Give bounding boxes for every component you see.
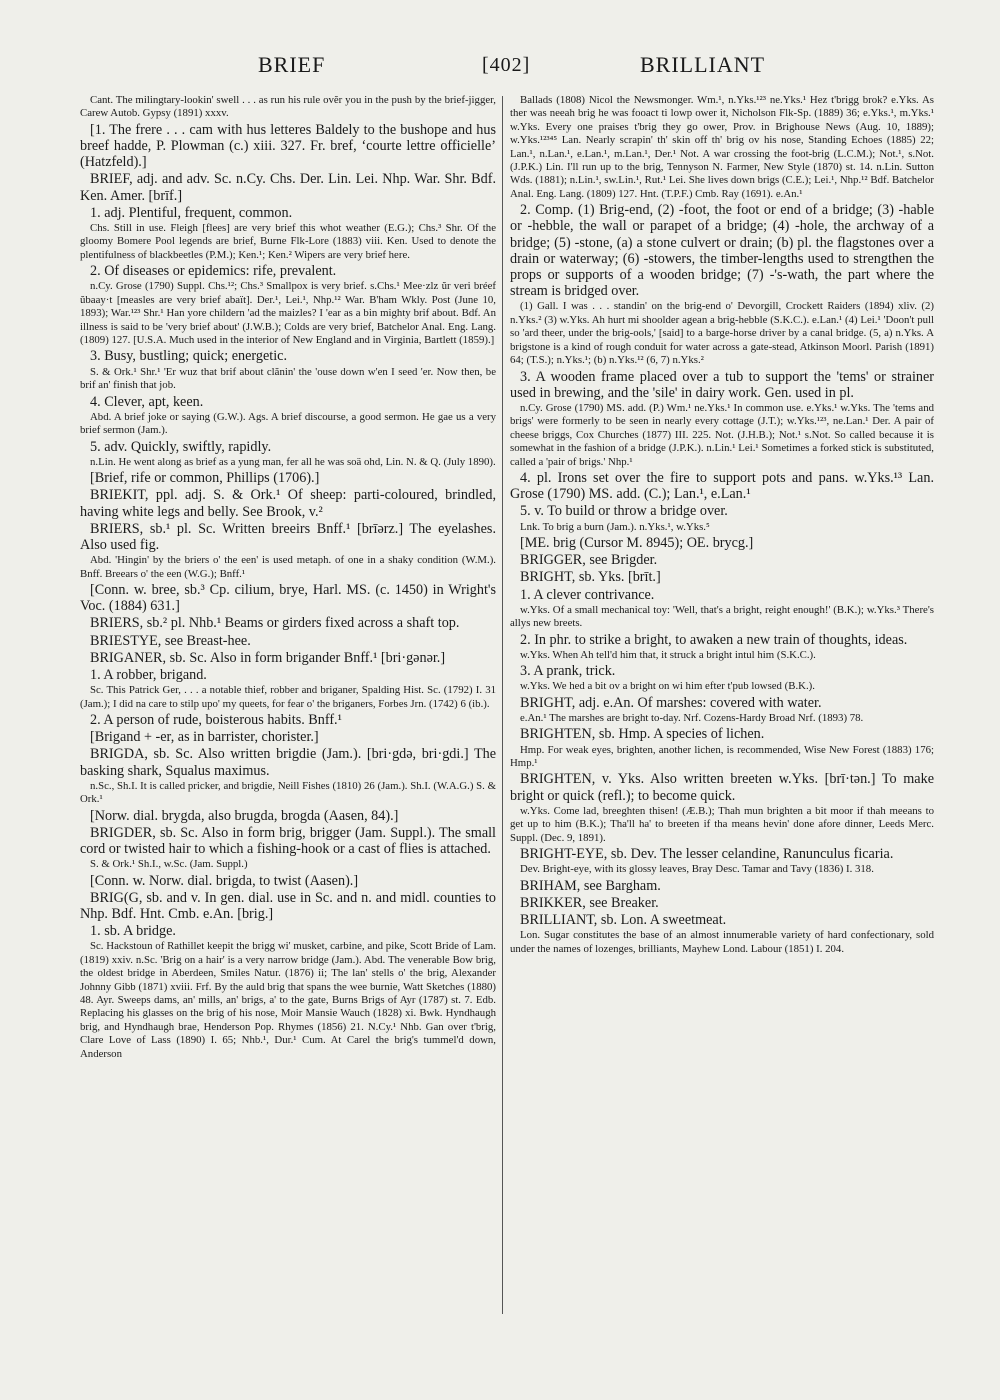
entry-paragraph: BRIGANER, sb. Sc. Also in form brigander Bnff.¹ [bri·gənər.] [90, 649, 446, 666]
entry-paragraph: BRIGHTEN, sb. Hmp. A species of lichen. [520, 726, 765, 743]
head-word-left: BRIEF [258, 52, 326, 77]
entry-paragraph: BRIHAM, see Bargham. [520, 877, 661, 894]
entry-paragraph: BRIERS, sb.¹ pl. Sc. Written breeirs Bnff.¹ [brīərz.] The eyelashes. Also used fig. [80, 520, 496, 553]
citation-paragraph: n.Cy. Grose (1790) MS. add. (P.) Wm.¹ ne.Yks.¹ In common use. e.Yks.¹ w.Yks. The 'tems and brigs' were formerly to be seen in nearly every cottage (J.T.); w.Yks.¹²³, ne.Lan.¹ Der. A pair of cheese briggs, Cox Churches (1877) III. 225. Not. (J.H.B.); Not.¹ s.Not. So called because it is somewhat in the fashion of a bridge (J.P.K.). n.Lin.¹ Lei.¹ Sometimes a forked stick is substituted, called a 'pair of brigs.' Nhp.¹ [510, 401, 934, 468]
citation-paragraph: Sc. This Patrick Ger, . . . a notable thief, robber and briganer, Spalding Hist. Sc. (1792) I. 31 (Jam.); I did na care to stilp upo' my queets, for fear o' the briganers, Forbes Jrn. (1742) 6 (ib.). [80, 684, 496, 710]
entry-paragraph: BRIGDER, sb. Sc. Also in form brig, brigger (Jam. Suppl.). The small cord or twisted hair to which a fishing-hook or a cast of flies is attached. [80, 824, 496, 858]
citation-paragraph: Abd. 'Hingin' by the briers o' the een' is used metaph. of one in a shaky condition (W.M.). Bnff. Breears o' the een (W.G.); Bnff.¹ [80, 554, 496, 580]
entry-paragraph: 2. Comp. (1) Brig-end, (2) -foot, the foot or end of a bridge; (3) -hable or -hebble, the wall or parapet of a bridge; (4) -hole, the archway of a bridge; (5) -stone, (a) a stone culvert or drain; (b) pl. the flagstones over a drain or waterway; (6) -stowers, the timber-lengths used to strengthen the props or supports of a wooden bridge; (7) -'s-wath, the part where the stream is bridged over. [510, 202, 934, 300]
citation-paragraph: (1) Gall. I was . . . standin' on the brig-end o' Devorgill, Crockett Raiders (1894) xliv. (2) n.Yks.² (3) w.Yks. Ah hurt mi shoolder agean a brig-hebble (S.K.C.). e.Lan.¹ (4) Lei.¹ 'Doon't pull so 'ard theer, under the brig-ools,' [said] to a barge-horse driver by a canal bridge. (5, a) n.Yks. A brigstone is a kind of rough conduit for water across a gate-stead, Atkinson Moorl. Parish (1891) 64; (T.S.); n.Yks.¹; (b) n.Yks.¹² (6, 7) n.Yks.² [510, 300, 934, 367]
entry-paragraph: BRIGHT-EYE, sb. Dev. The lesser celandine, Ranunculus ficaria. [520, 846, 894, 863]
entry-paragraph: 1. A clever contrivance. [520, 586, 655, 603]
right-column [510, 94, 934, 1314]
entry-paragraph: [Conn. w. Norw. dial. brigda, to twist (Aasen).] [90, 872, 359, 889]
entry-paragraph: BRIEF, adj. and adv. Sc. n.Cy. Chs. Der. Lin. Lei. Nhp. War. Shr. Bdf. Ken. Amer. [brīf.] [80, 171, 496, 204]
citation-paragraph: Lon. Sugar constitutes the base of an almost innumerable variety of hard confectionary, sold under the names of lozenges, brilliants, Mayhew Lond. Labour (1851) I. 204. [510, 929, 934, 955]
citation-paragraph: n.Cy. Grose (1790) Suppl. Chs.¹²; Chs.³ Smallpox is very brief. s.Chs.¹ Mee·zlz ŭr veri bréef ŭbaay·t [measles are very brief abaït]. Der.¹, Lei.¹, Nhp.¹² War. B'ham Wkly. Post (June 10, 1893); War.¹²³ Shr.¹ Han yore childern 'ad the maizles? I 'ear as a bin mighty brif about. Bdf. An illness is said to be 'very brief about' (J.W.B.); Colds are very brief, Batchelor Anal. Eng. Lang. (1809) 127. [U.S.A. Much used in the interior of New England and in Virginia, Bartlett (1859).] [80, 280, 496, 347]
citation-paragraph: Hmp. For weak eyes, brighten, another lichen, is recommended, Wise New Forest (1883) 176; Hmp.¹ [510, 743, 934, 770]
citation-paragraph: w.Yks. Of a small mechanical toy: 'Well, that's a bright, reight enough!' (B.K.); w.Yks.³ There's allys new breets. [510, 603, 934, 630]
entry-paragraph: [ME. brig (Cursor M. 8945); OE. brycg.] [520, 534, 754, 551]
entry-paragraph: BRIESTYE, see Breast-hee. [90, 632, 251, 649]
citation-paragraph: n.Lin. He went along as brief as a yung man, fer all he was soä ohd, Lin. N. & Q. (July 1890). [90, 455, 496, 468]
citation-paragraph: n.Sc., Sh.I. It is called pricker, and brigdie, Neill Fishes (1810) 26 (Jam.). Sh.I. (W.A.G.) S. & Ork.¹ [80, 779, 496, 806]
entry-paragraph: 3. A wooden frame placed over a tub to support the 'tems' or strainer used in brewing, and the 'sile' in dairy work. Gen. used in pl. [510, 368, 934, 401]
head-word-right: BRILLIANT [640, 52, 766, 77]
entry-paragraph: 2. Of diseases or epidemics: rife, prevalent. [90, 263, 337, 280]
entry-paragraph: 3. A prank, trick. [520, 663, 616, 680]
citation-paragraph: Chs. Still in use. Fleigh [flees] are very brief this whot weather (E.G.); Chs.³ Shr. Of the gloomy Bomere Pool legends are brief, Burne Flk-Lore (1883) viii. Ken. Used to denote the plentifulness of blackbeetles (P.M.); Ken.¹; Ken.² Wipers are very brief here. [80, 222, 496, 261]
entry-paragraph: BRIGHT, sb. Yks. [brīt.] [520, 569, 661, 586]
citation-paragraph: Cant. The milingtary-lookin' swell . . . as run his rule ovĕr you in the push by the brief-jigger, Carew Autob. Gypsy (1891) xxxv. [80, 94, 496, 120]
entry-paragraph: BRIGHTEN, v. Yks. Also written breeten w.Yks. [brī·tən.] To make bright or quick (refl.); to become quick. [510, 771, 934, 804]
citation-paragraph: Ballads (1808) Nicol the Newsmonger. Wm.¹, n.Yks.¹²³ ne.Yks.¹ Hez t'brigg brok? e.Yks. As ther was neeah brig he was fooact ti lowp ower it, Nicholson Flk-Sp. (1889) 36; e.Yks.¹, m.Yks.¹ w.Yks. Every one praises t'brig they go ower, Prov. in Brighouse News (Aug. 10, 1889); w.Yks.¹²³⁴⁵ Lan. Nearly scrapin' th' skin off th' brig ov his nose, Standing Echoes (1885) 22; Lan.¹, n.Lan.¹, e.Lan.¹, m.Lan.¹, Der.¹ Not. A war crossing the foot-brig (L.C.M.); Not.¹, s.Not. (J.P.K.) Lin. I'll run up to the brig, Tennyson N. Farmer, New Style (1870) st. 14. n.Lin. Sutton Wds. (1881); n.Lin.¹, sw.Lin.¹, Rut.¹ Lei. She lives down brigs (C.E.); Lei.¹, Nhp.¹² Bdf. Batchelor Anal. Eng. Lang. (1809) 127. Hnt. (T.P.F.) Cmb. Ray (1691). e.An.¹ [510, 94, 934, 200]
entry-paragraph: 1. sb. A bridge. [90, 923, 176, 940]
entry-paragraph: [Brigand + -er, as in barrister, chorister.] [90, 729, 319, 746]
entry-paragraph: [1. The frere . . . cam with hus letteres Baldely to the bushope and hus breef hadde, P. Plowman (c.) xiii. 327. Fr. bref, ‘courte lettre officielle’ (Hatzfeld).] [80, 121, 496, 171]
entry-paragraph: 1. A robber, brigand. [90, 666, 207, 683]
entry-paragraph: BRIG(G, sb. and v. In gen. dial. use in Sc. and n. and midl. counties to Nhp. Bdf. Hnt. Cmb. e.An. [brig.] [80, 889, 496, 923]
citation-paragraph: w.Yks. We hed a bit ov a bright on wi him efter t'pub lowsed (B.K.). [520, 680, 815, 693]
entry-paragraph: 1. adj. Plentiful, frequent, common. [90, 204, 293, 221]
entry-paragraph: BRILLIANT, sb. Lon. A sweetmeat. [520, 912, 727, 929]
citation-paragraph: w.Yks. Come lad, breeghten thisen! (Æ.B.); Thah mun brighten a bit moor if thah meeans to get up to him (B.K.); Tha'll ha' to breeten if tha means hevin' done afore dinner, Leeds Merc. Suppl. (Dec. 9, 1891). [510, 804, 934, 844]
page-number: [402] [482, 54, 531, 76]
citation-paragraph: w.Yks. When Ah tell'd him that, it struck a bright intul him (S.K.C.). [520, 648, 816, 661]
column-divider [502, 96, 503, 1314]
citation-paragraph: Abd. A brief joke or saying (G.W.). Ags. A brief discourse, a good sermon. He gae us a very brief sermon (Jam.). [80, 410, 496, 437]
entry-paragraph: 4. Clever, apt, keen. [90, 393, 204, 410]
entry-paragraph: BRIEKIT, ppl. adj. S. & Ork.¹ Of sheep: parti-coloured, brindled, having white legs and belly. See Brook, v.² [80, 487, 496, 520]
entry-paragraph: 2. A person of rude, boisterous habits. Bnff.¹ [90, 711, 342, 728]
citation-paragraph: S. & Ork.¹ Shr.¹ 'Er wuz that brif about clănin' the 'ouse down w'en I seed 'er. Now then, be brif an' finish that job. [80, 365, 496, 392]
entry-paragraph: [Brief, rife or common, Phillips (1706).] [90, 470, 320, 487]
entry-paragraph: 2. In phr. to strike a bright, to awaken a new train of thoughts, ideas. [520, 631, 908, 648]
entry-paragraph: [Norw. dial. brygda, also brugda, brogda (Aasen, 84).] [90, 807, 399, 824]
running-head [0, 44, 1000, 84]
entry-paragraph: [Conn. w. bree, sb.³ Cp. cilium, brye, Harl. MS. (c. 1450) in Wright's Voc. (1884) 631.] [80, 581, 496, 615]
citation-paragraph: Sc. Hackstoun of Rathillet keepit the brigg wi' musket, carbine, and pike, Scott Bride of Lam. (1819) xxiv. n.Sc. 'Brig on a hair' is a very narrow bridge (Jam.). Abd. The venerable Bow brig, the oldest bridge in Aberdeen, Smiles Natur. (1876) ii; The lan' stells o' the brig, Alexander Johnny Gibb (1871) xviii. Frf. By the auld brig that spans the wee burnie, Watt Sketches (1880) 48. Ayr. Sweeps dams, an' mills, an' brigs, a' to the gate, Burns Brigs of Ayr (1787) st. 7. Edb. Replacing his glasses on the brig of his nose, Moir Mansie Wauch (1828) xi. Bwk. Hyndhaugh brig, and Hyndhaugh brae, Henderson Pop. Rhymes (1856) 21. N.Cy.¹ Nhb. Gan over t'brig, Clare Love of Lass (1890) I. 65; Nhb.¹, Dur.¹ Cum. At Carel the brig's tummel'd down, Anderson [80, 940, 496, 1060]
citation-paragraph: Lnk. To brig a burn (Jam.). n.Yks.¹, w.Yks.⁵ [520, 520, 710, 533]
entry-paragraph: 3. Busy, bustling; quick; energetic. [90, 348, 288, 365]
entry-paragraph: BRIGGER, see Brigder. [520, 552, 658, 569]
entry-paragraph: 5. adv. Quickly, swiftly, rapidly. [90, 438, 272, 455]
entry-paragraph: BRIERS, sb.² pl. Nhb.¹ Beams or girders fixed across a shaft top. [90, 615, 460, 632]
entry-paragraph: BRIGHT, adj. e.An. Of marshes: covered with water. [520, 694, 822, 711]
entry-paragraph: BRIKKER, see Breaker. [520, 894, 659, 911]
entry-paragraph: 4. pl. Irons set over the fire to support pots and pans. w.Yks.¹³ Lan. Grose (1790) MS. add. (C.); Lan.¹, e.Lan.¹ [510, 469, 934, 503]
citation-paragraph: S. & Ork.¹ Sh.I., w.Sc. (Jam. Suppl.) [90, 858, 248, 871]
entry-paragraph: BRIGDA, sb. Sc. Also written brigdie (Jam.). [bri·gdə, bri·gdi.] The basking shark, Squalus maximus. [80, 746, 496, 779]
citation-paragraph: e.An.¹ The marshes are bright to-day. Nrf. Cozens-Hardy Broad Nrf. (1893) 78. [520, 712, 864, 724]
left-column [80, 94, 496, 1314]
citation-paragraph: Dev. Bright-eye, with its glossy leaves, Bray Desc. Tamar and Tavy (1836) I. 318. [520, 863, 874, 876]
entry-paragraph: 5. v. To build or throw a bridge over. [520, 503, 728, 520]
